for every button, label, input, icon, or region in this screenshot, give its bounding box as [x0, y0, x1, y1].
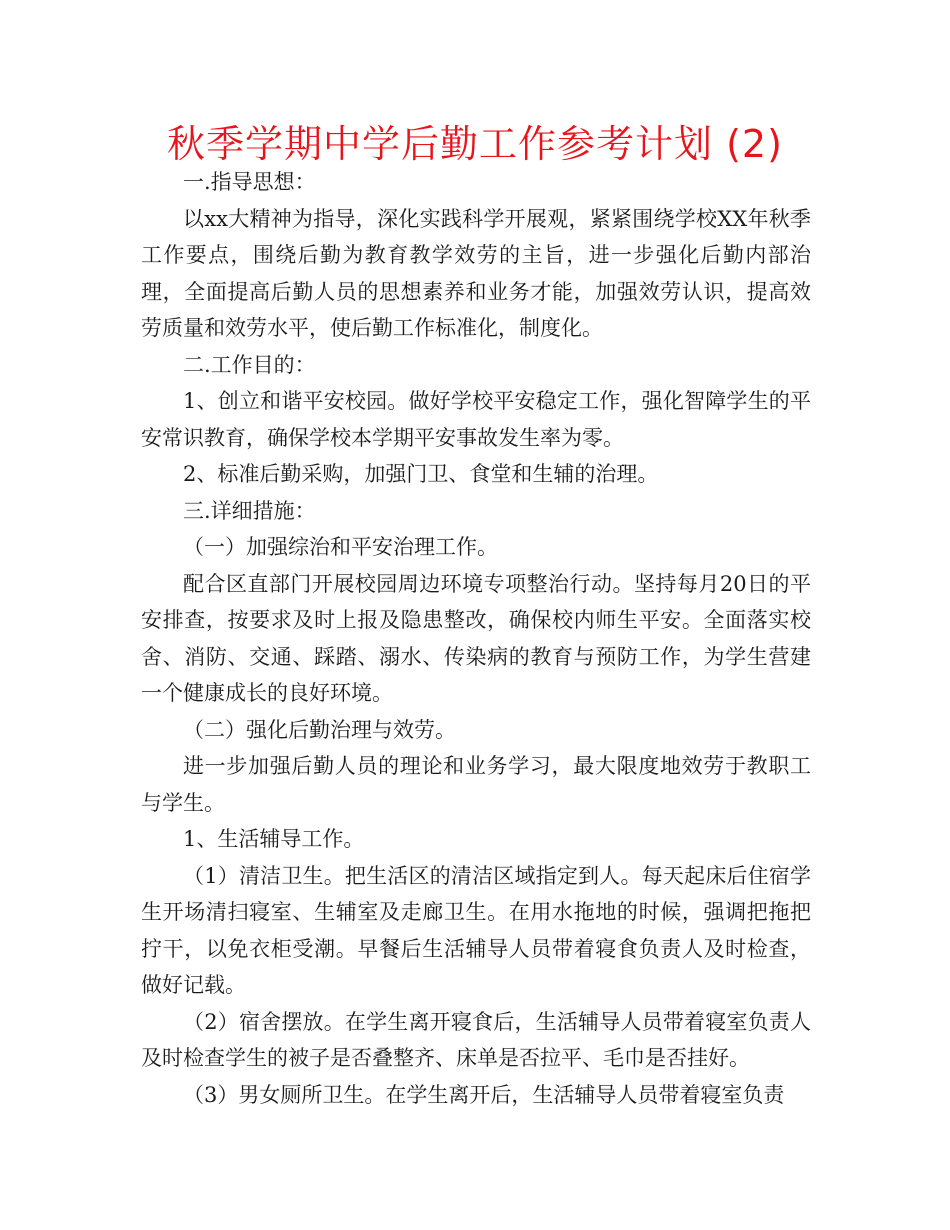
section-heading-measures: 三.详细措施： [183, 498, 316, 523]
list-heading: 1、生活辅导工作。 [183, 827, 365, 851]
paragraph: 以xx大精神为指导，深化实践科学开展观，紧紧围绕学校XX年秋季工作要点，围绕后勤为教育教学效劳的主旨，进一步强化后勤内部治理，全面提高后勤人员的思想素养和业务才能，加强效劳认识，提高效劳质量和效劳水平，使后勤工作标准化，制度化。 [141, 206, 811, 340]
paragraph: （1）清洁卫生。把生活区的清洁区域指定到人。每天起床后住宿学生开场清扫寝室、生辅室及走廊卫生。在用水拖地的时候，强调把拖把拧干，以免衣柜受潮。早餐后生活辅导人员带着寝食负责人及时检查，做好记载。 [141, 863, 811, 997]
section-heading-work-goals: 二.工作目的： [183, 352, 316, 377]
subsection-heading: （一）加强综治和平安治理工作。 [183, 535, 498, 559]
paragraph: 配合区直部门开展校园周边环境专项整治行动。坚持每月20日的平安排查，按要求及时上报及隐患整改，确保校内师生平安。全面落实校舍、消防、交通、踩踏、溺水、传染病的教育与预防工作，为学生营建一个健康成长的良好环境。 [141, 571, 811, 705]
document-title: 秋季学期中学后勤工作参考计划 (2) [167, 122, 783, 166]
paragraph: 1、创立和谐平安校园。做好学校平安稳定工作，强化智障学生的平安常识教育，确保学校本学期平安事故发生率为零。 [141, 389, 811, 450]
paragraph: 进一步加强后勤人员的理论和业务学习，最大限度地效劳于教职工与学生。 [141, 754, 811, 815]
paragraph: 2、标准后勤采购，加强门卫、食堂和生辅的治理。 [183, 462, 659, 486]
subsection-heading: （二）强化后勤治理与效劳。 [183, 717, 456, 742]
paragraph: （2）宿舍摆放。在学生离开寝食后，生活辅导人员带着寝室负责人及时检查学生的被子是否叠整齐、床单是否拉平、毛巾是否挂好。 [141, 1009, 811, 1070]
document-body [141, 164, 811, 1113]
section-heading-guiding-ideology: 一.指导思想： [183, 170, 316, 194]
paragraph: （3）男女厕所卫生。在学生离开后，生活辅导人员带着寝室负责 [183, 1082, 785, 1107]
